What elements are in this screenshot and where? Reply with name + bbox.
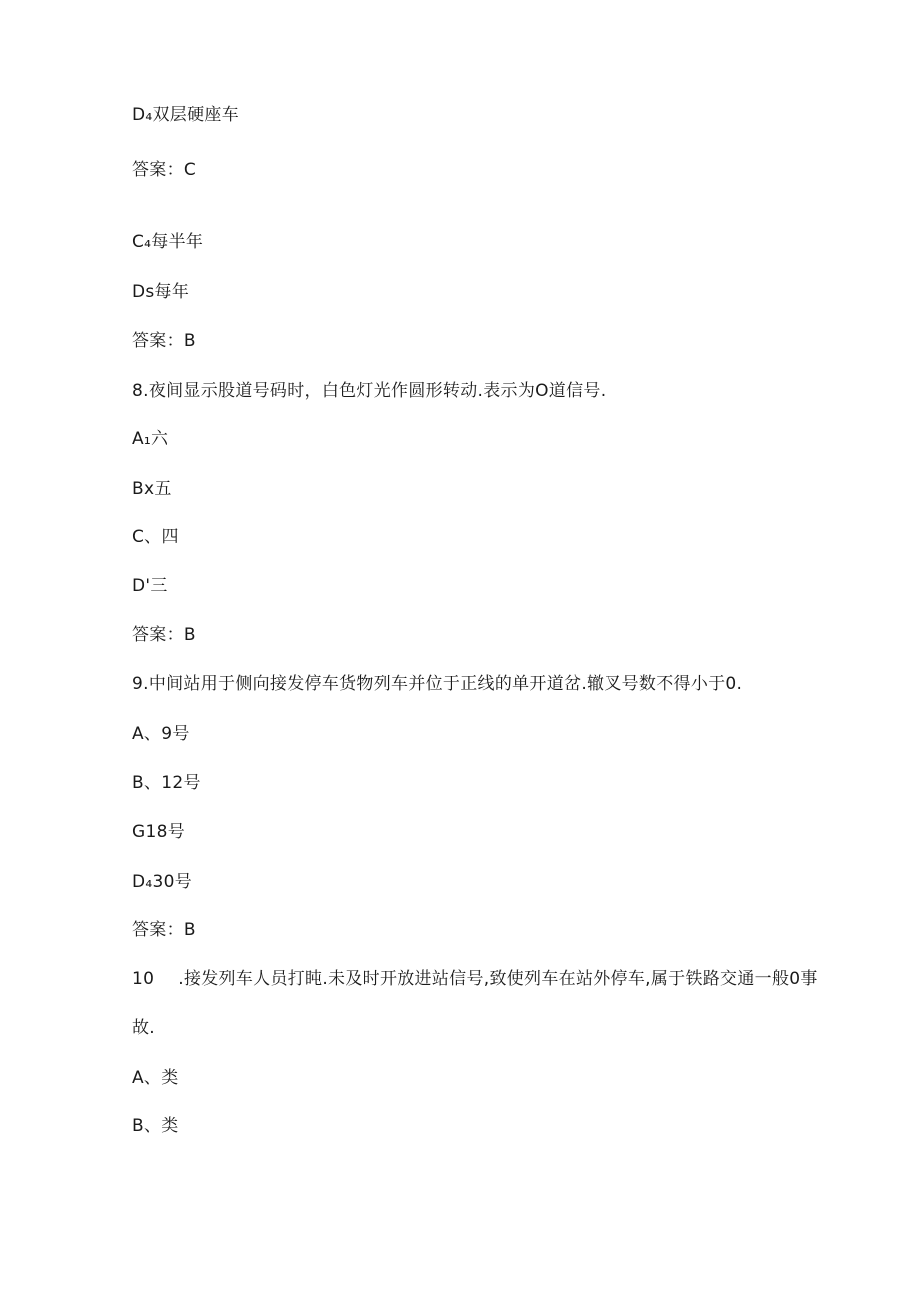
- question-number: 10: [132, 969, 155, 989]
- option-d-question-8: D'三: [132, 576, 168, 596]
- option-a-question-8: A₁六: [132, 429, 169, 449]
- option-a-question-10: A、类: [132, 1068, 179, 1088]
- answer-line: 答案：C: [132, 160, 197, 180]
- option-d-question-7b: Ds每年: [132, 282, 190, 302]
- answer-line: 答案：B: [132, 331, 196, 351]
- question-8: 8.夜间显示股道号码时，白色灯光作圆形转动.表示为O道信号.: [132, 381, 607, 401]
- question-text: .接发列车人员打盹.未及时开放进站信号,致使列车在站外停车,属于铁路交通一般0事: [178, 969, 818, 989]
- question-10-continuation: 故.: [132, 1018, 156, 1038]
- question-10: [132, 968, 818, 990]
- option-c-question-8: C、四: [132, 527, 179, 547]
- option-b-question-8: Bx五: [132, 479, 172, 499]
- answer-line: 答案：B: [132, 625, 196, 645]
- option-b-question-9: B、12号: [132, 773, 201, 793]
- option-a-question-9: A、9号: [132, 724, 190, 744]
- answer-line: 答案：B: [132, 920, 196, 940]
- option-d-question-7: D₄双层硬座车: [132, 105, 240, 125]
- option-b-question-10: B、类: [132, 1116, 179, 1136]
- question-9: 9.中间站用于侧向接发停车货物列车并位于正线的单开道岔.辙叉号数不得小于0.: [132, 674, 743, 694]
- option-d-question-9: D₄30号: [132, 872, 193, 892]
- option-c-question-7b: C₄每半年: [132, 232, 204, 252]
- option-c-question-9: G18号: [132, 822, 186, 842]
